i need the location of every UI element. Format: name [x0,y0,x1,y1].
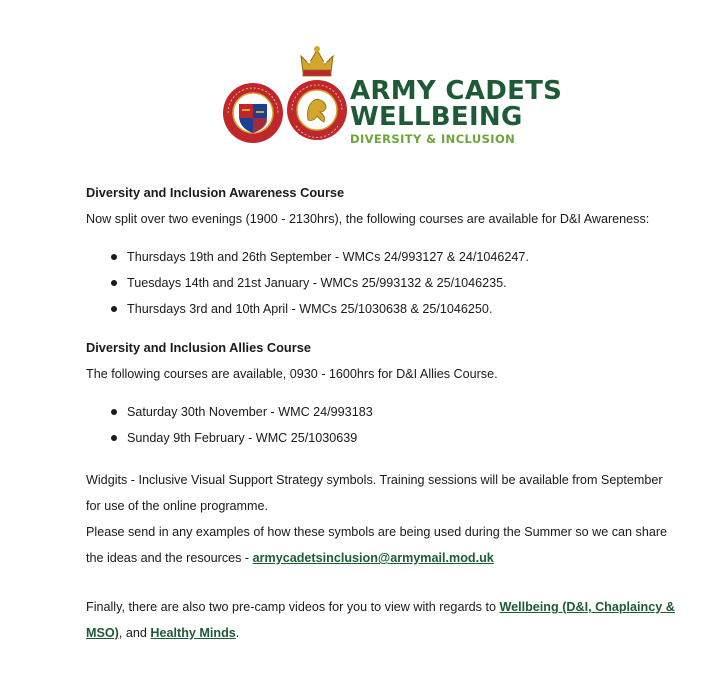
bullet-icon [111,435,117,441]
list-item: Sunday 9th February - WMC 25/1030639 [86,425,686,451]
document-body [86,184,686,646]
bullet-icon [111,254,117,260]
brand-wordmark [350,78,562,146]
finally-section: Finally, there are also two pre-camp videos for you to view with regards to Wellbeing (D&I, Chaplaincy & MSO), and Healthy Minds. [86,600,675,640]
bullet-icon [111,409,117,415]
brand-title-line1: ARMY CADETS [350,76,563,106]
widgits-line: for use of the online programme. [86,499,269,513]
healthy-minds-video-link[interactable]: Healthy Minds [150,626,236,640]
list-item: Thursdays 19th and 26th September - WMCs 24/993127 & 24/1046247. [86,244,686,270]
bullet-icon [111,280,117,286]
allies-course-heading: Diversity and Inclusion Allies Course [86,340,311,355]
wellbeing-video-link-cont[interactable]: MSO) [86,626,119,640]
awareness-course-heading: Diversity and Inclusion Awareness Course [86,185,345,200]
header-logo [222,42,563,146]
widgits-line: Please send in any examples of how these symbols are being used during the Summer so we can share [86,525,668,539]
awareness-course-intro: Now split over two evenings (1900 - 2130hrs), the following courses are available for D&I Awareness: [86,212,650,226]
list-item: Thursdays 3rd and 10th April - WMCs 25/1030638 & 25/1046250. [86,296,686,322]
army-cadet-force-crest-icon [286,42,348,144]
brand-subtitle: DIVERSITY & INCLUSION [350,132,516,146]
bullet-icon [111,306,117,312]
wellbeing-video-link[interactable]: Wellbeing (D&I, Chaplaincy & [499,600,675,614]
list-item: Tuesdays 14th and 21st January - WMCs 25/993132 & 25/1046235. [86,270,686,296]
inclusion-email-link[interactable]: armycadetsinclusion@armymail.mod.uk [252,551,494,565]
allies-course-list [86,399,686,451]
allies-course-intro: The following courses are available, 0930 - 1600hrs for D&I Allies Course. [86,367,498,381]
brand-title-line2: WELLBEING [350,102,523,132]
awareness-course-list [86,244,686,322]
widgits-line: the ideas and the resources - armycadetsinclusion@armymail.mod.uk [86,551,494,565]
combined-cadet-force-crest-icon [222,82,284,144]
list-item: Saturday 30th November - WMC 24/993183 [86,399,686,425]
widgits-line: Widgits - Inclusive Visual Support Strategy symbols. Training sessions will be available from September [86,473,663,487]
widgits-section [86,467,686,571]
